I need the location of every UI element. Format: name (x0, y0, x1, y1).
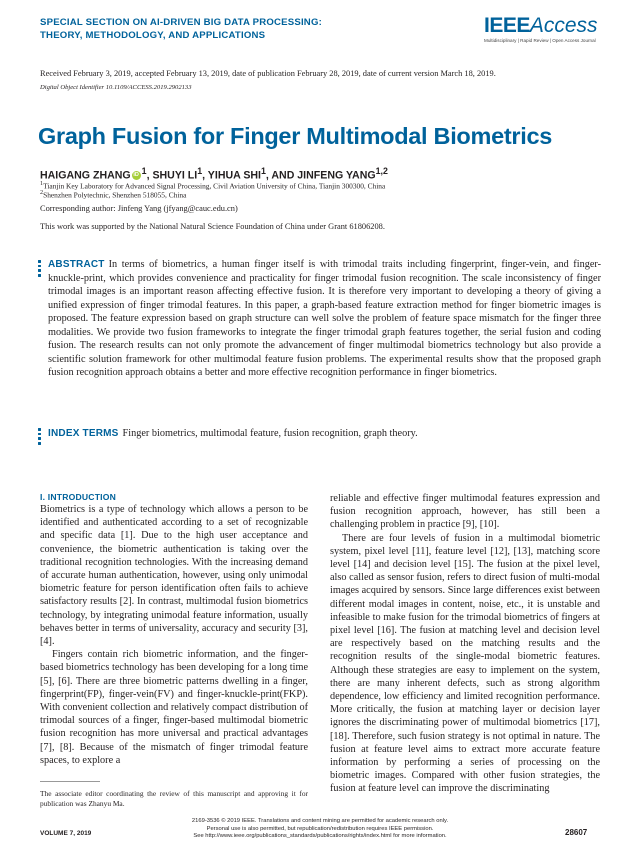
footer-page-number: 28607 (565, 828, 588, 837)
logo-wordmark (484, 15, 604, 37)
footer-copyright-line-1: 2169-3536 © 2019 IEEE. Translations and content mining are permitted for academic research only. (191, 818, 449, 824)
paper-title: Graph Fusion for Finger Multimodal Biometrics (38, 123, 552, 149)
author-1: HAIGANG ZHANG (40, 169, 131, 182)
abstract-text: In terms of biometrics, a human finger itself is with trimodal traits including fingerprint, finger-vein, and finger-knuckle-print, which provides convenience and practicality for finger trimodal fusion recognition. The scale inconsistency of finger trimodal images is an important reason affecting effective fusion. It is therefore very important to developing a theory of giving a unified expression of finger trimodal features. In this paper, a graph-based feature extraction method for finger biometric images is proposed. The feature expression based on graph structure can well solve the problem of feature space mismatch for the finger three modalities. We provide two fusion frameworks to integrate the finger trimodal graph features together, the serial fusion and coding fusion. The research results can not only promote the advancement of finger multimodal biometrics technology but also provide a scientific solution framework for other multimodal feature fusion problems. The experimental results show that the proposed graph fusion recognition approach obtains a better and more effective recognition performance in finger biometrics. (48, 259, 601, 378)
left-column (40, 492, 308, 767)
footer-copyright (170, 818, 470, 841)
index-terms-text: Finger biometrics, multimodal feature, fusion recognition, graph theory. (122, 428, 418, 439)
author-3: , YIHUA SHI (202, 169, 261, 182)
affiliation-1-text: Tianjin Key Laboratory for Advanced Signal Processing, Civil Aviation University of China, Tianjin 300300, China (43, 181, 386, 191)
author-4-affil: 1,2 (375, 166, 388, 176)
footnote-rule (40, 781, 100, 782)
footer-volume: VOLUME 7, 2019 (40, 830, 92, 837)
author-3-affil: 1 (260, 166, 266, 176)
doi-line: Digital Object Identifier 10.1109/ACCESS.2019.2902133 (40, 84, 192, 91)
footer-copyright-line-3[interactable]: See http://www.ieee.org/publications_standards/publications/rights/index.html for more information. (193, 833, 447, 839)
ieee-access-logo (484, 15, 604, 49)
abstract-marker (38, 260, 42, 279)
author-2: , SHUYI LI (146, 169, 198, 182)
abstract (48, 258, 601, 380)
author-4: , AND JINFENG YANG (265, 169, 376, 182)
index-terms-marker (38, 428, 42, 447)
special-section-line-2: THEORY, METHODOLOGY, AND APPLICATIONS (40, 30, 266, 41)
affiliation-2-num: 2 (40, 190, 44, 196)
logo-ieee: IEEE (484, 14, 530, 37)
editor-footnote: The associate editor coordinating the review of this manuscript and approving it for publication was Zhanyu Ma. (40, 789, 308, 808)
author-2-affil: 1 (197, 166, 203, 176)
index-terms (48, 427, 601, 441)
intro-paragraph-4: There are four levels of fusion in a multimodal biometric system, pixel level [11], feature level [12], [13], matching score level [14] and decision level [15]. The fusion at the pixel level, also called as sensor fusion, refers to direct fusion of multi-modal images acquired by sensors. Since large differences exist between different modal images in content, noise, etc., it is unstable and infeasible to make fusion for the trimodal biometrics of fingers at pixel level [16]. The fusion at matching level and decision level are respectively based on the matching results and the recognition results of the single-modal biometric features. Although these strategies are easy to implement on the system, there are many inherent defects, such as strong algorithm dependence, low efficiency and limited recognition performance. More critically, the fusion at matching layer or decision layer ignores the discriminating power of multimodal biometrics [17], [18]. Therefore, such fusion strategy is not optimal in nature. The fusion at feature level aims to extract more accurate feature information by performing a series of processing on the biometric images. Compared with other fusion strategies, the fusion at feature level can improve the discriminating (330, 532, 600, 795)
intro-paragraph-1: Biometrics is a type of technology which allows a person to be identified and authenticated according to a set of recognizable and specific data [1]. Due to the high user acceptance and convenience, the biometric authentication is taking over the traditional recognition technologies. With the increasing demand of accurate human authentication, however, using only unimodal biometric feature for person identification often fails to achieve satisfactory results [2]. In contrast, multimodal fusion biometrics technology, by integrating unimodal feature information, usually behaves better in terms of universality, accuracy and security [3], [4]. (40, 504, 308, 648)
intro-paragraph-2: Fingers contain rich biometric information, and the finger-based biometrics technology has been developing for a long time [5], [6]. There are three biometric patterns dwelling in a finger, fingerprint(FP), finger-vein(FV) and finger-knuckle-print(FKP). With convenient collection and relatively compact distribution of trimodal sources of a finger, finger-based multimodal biometric fusion recognition has more universal and practical advantages [7], [8]. Because of the mismatch of finger trimodal feature spaces, to explore a (40, 649, 308, 766)
affiliation-2-text: Shenzhen Polytechnic, Shenzhen 518055, China (43, 190, 187, 200)
author-1-affil: 1 (141, 166, 147, 176)
logo-access: Access (529, 14, 598, 37)
affiliation-2 (40, 189, 600, 199)
abstract-label: ABSTRACT (48, 259, 105, 270)
index-terms-label: INDEX TERMS (48, 428, 119, 439)
footer-copyright-line-2: Personal use is also permitted, but republication/redistribution requires IEEE permission. (206, 825, 434, 832)
section-heading-introduction: I. INTRODUCTION (40, 492, 117, 502)
funding-statement: This work was supported by the National Natural Science Foundation of China under Grant 61806208. (40, 222, 385, 231)
affiliation-1-num: 1 (40, 181, 44, 187)
corresponding-author: Corresponding author: Jinfeng Yang (jfyang@cauc.edu.cn) (40, 204, 238, 213)
logo-tagline: Multidisciplinary | Rapid Review | Open Access Journal (484, 38, 596, 43)
special-section-header (40, 16, 360, 42)
orcid-icon[interactable]: iD (133, 171, 139, 178)
intro-paragraph-3: reliable and effective finger multimodal features expression and fusion recognition approach, however, has still been a challenging problem in practice [9], [10]. (330, 493, 600, 531)
received-dates: Received February 3, 2019, accepted February 13, 2019, date of publication February 28, 2019, date of current version March 18, 2019. (40, 69, 496, 78)
right-column (330, 492, 600, 796)
special-section-line-1: SPECIAL SECTION ON AI-DRIVEN BIG DATA PROCESSING: (40, 17, 322, 28)
